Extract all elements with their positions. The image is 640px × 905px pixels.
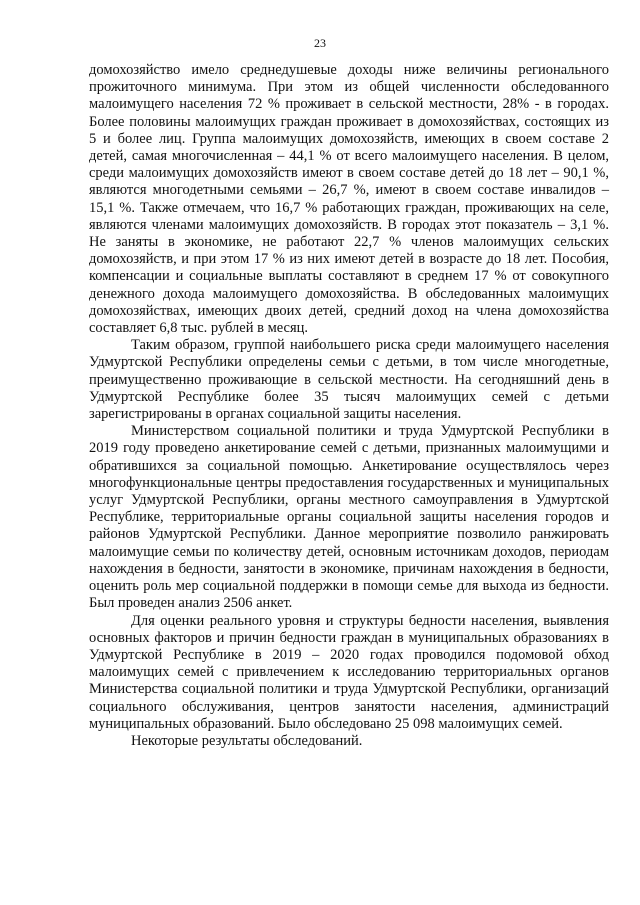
- page-number: 23: [314, 36, 326, 50]
- paragraph-continuation: домохозяйство имело среднедушевые доходы ниже величины регионального прожиточного минимума. При этом из общей численности обследованного малоимущего населения 72 % проживает в сельской местности, 28% - в городах. Более половины малоимущих граждан проживает в домохозяйствах, состоящих из 5 и более лиц. Группа малоимущих домохозяйств, имеющих в своем составе 2 детей, самая многочисленная – 44,1 % от всего малоимущего населения. В целом, среди малоимущих домохозяйств имеют в своем составе детей до 18 лет – 90,1 %, являются многодетными семьями – 26,7 %, имеют в своем составе инвалидов – 15,1 %. Также отмечаем, что 16,7 % работающих граждан, проживающих на селе, являются членами малоимущих домохозяйств. В городах этот показатель – 3,1 %. Не заняты в экономике, не работают 22,7 % членов малоимущих сельских домохозяйств, и при этом 17 % из них имеют детей в возрасте до 18 лет. Пособия, компенсации и социальные выплаты составляют в среднем 17 % от совокупного денежного дохода малоимущего домохозяйства. В обследованных малоимущих домохозяйствах, имеющих двоих детей, средний доход на члена домохозяйства составляет 6,8 тыс. рублей в месяц.: [89, 62, 609, 337]
- paragraph-survey-2019: Министерством социальной политики и труда Удмуртской Республики в 2019 году проведено анкетирование семей с детьми, признанных малоимущими и обратившихся за социальной помощью. Анкетирование осуществлялось через многофункциональные центры предоставления государственных и муниципальных услуг Удмуртской Республики, органы местного самоуправления в Удмуртской Республике, территориальные органы социальной защиты населения городов и районов Удмуртской Республики. Данное мероприятие позволило ранжировать малоимущие семьи по количеству детей, основным источникам доходов, периодам нахождения в бедности, занятости в экономике, причинам нахождения в бедности, оценить роль мер социальной поддержки в помощи семье для выхода из бедности. Был проведен анализ 2506 анкет.: [89, 423, 609, 612]
- body-text: [89, 62, 609, 750]
- paragraph-risk-group: Таким образом, группой наибольшего риска среди малоимущего населения Удмуртской Республики определены семьи с детьми, в том числе многодетные, преимущественно проживающие в сельской местности. На сегодняшний день в Удмуртской Республике более 35 тысяч малоимущих семей с детьми зарегистрированы в органах социальной защиты населения.: [89, 337, 609, 423]
- paragraph-poverty-assessment: Для оценки реального уровня и структуры бедности населения, выявления основных факторов и причин бедности граждан в муниципальных образованиях в Удмуртской Республике в 2019 – 2020 годах проводился подомовой обход малоимущих семей с привлечением к исследованию территориальных органов Министерства социальной политики и труда Удмуртской Республики, организаций социального обслуживания, центров занятости населения, администраций муниципальных образований. Было обследовано 25 098 малоимущих семей.: [89, 612, 609, 732]
- paragraph-results-intro: Некоторые результаты обследований.: [131, 732, 363, 749]
